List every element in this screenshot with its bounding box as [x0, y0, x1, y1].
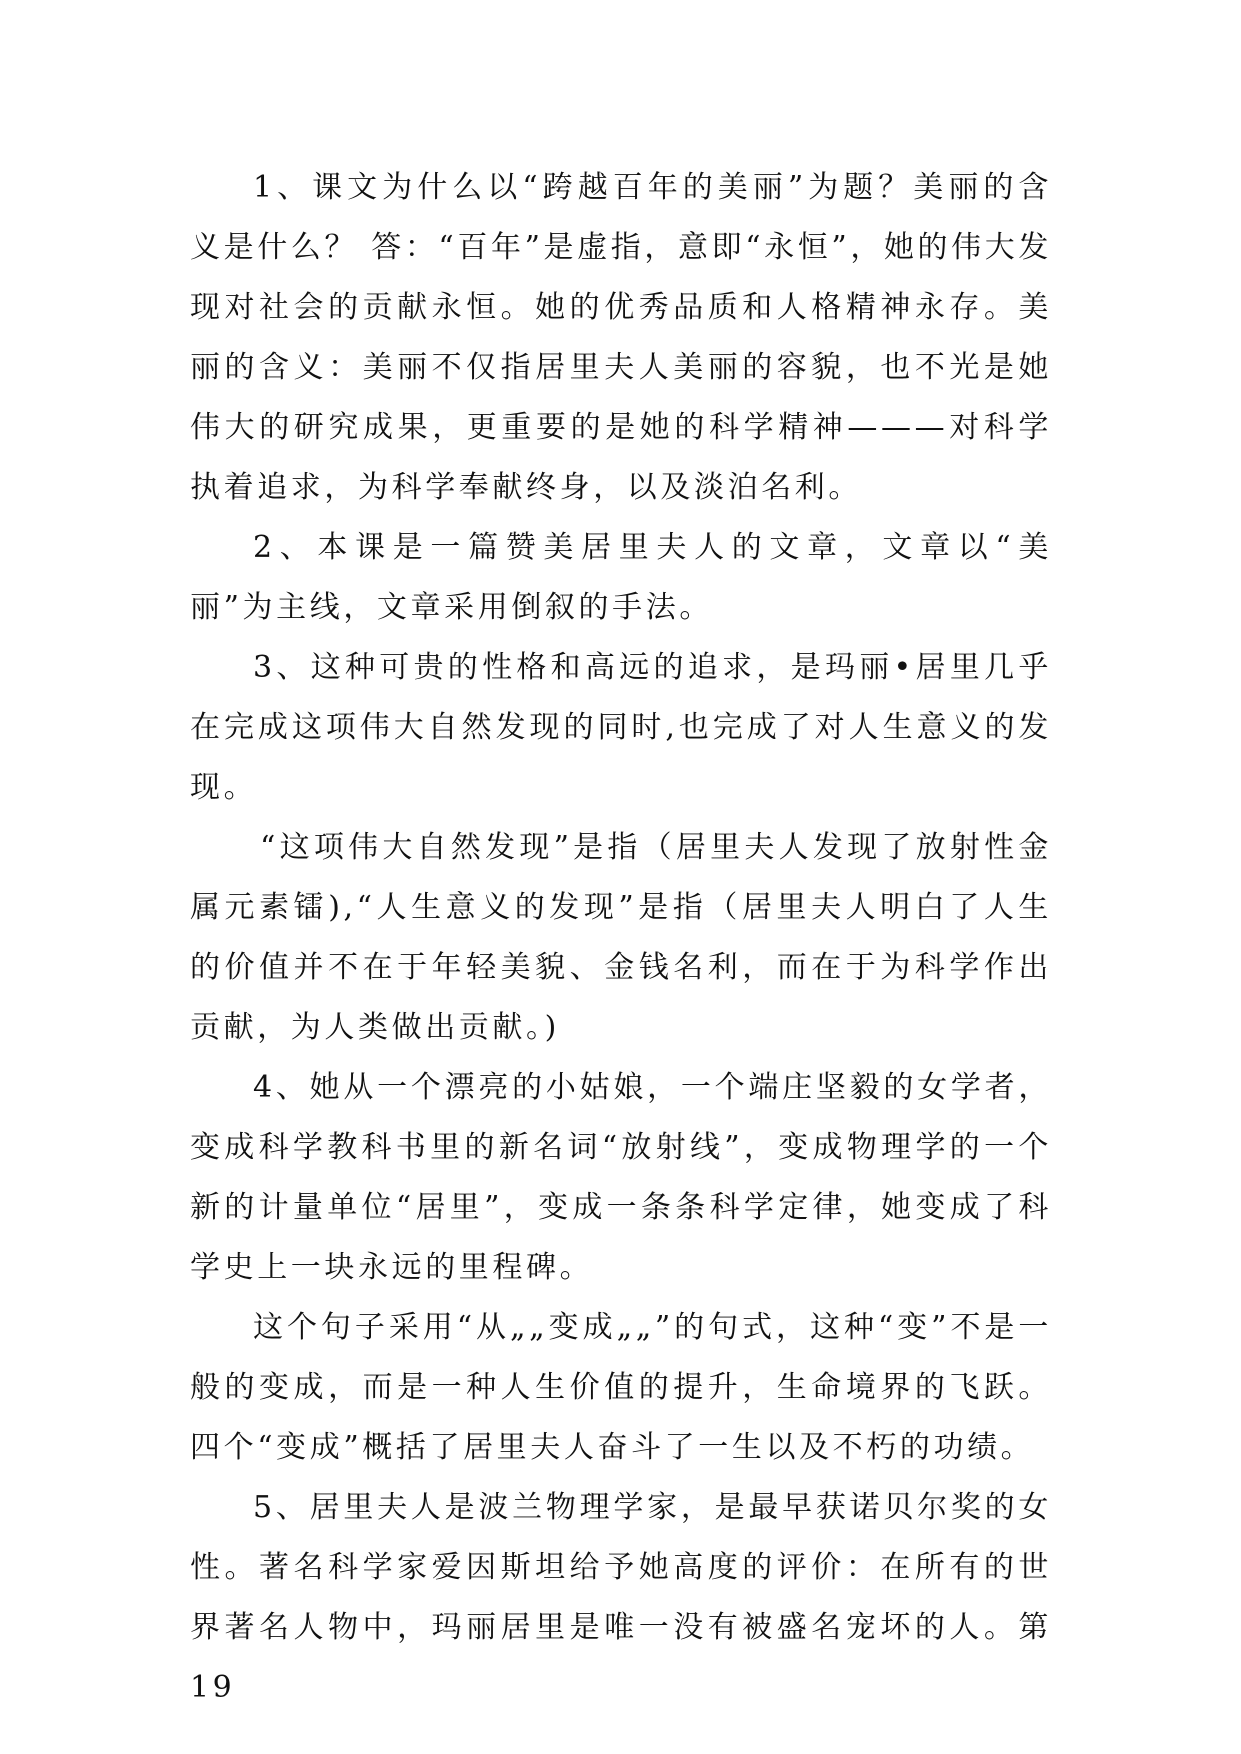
paragraph-explanation-4: 这个句子采用“从„„变成„„”的句式，这种“变”不是一般的变成，而是一种人生价值的提升，生命境界的飞跃。四个“变成”概括了居里夫人奋斗了一生以及不朽的功绩。 — [190, 1310, 1052, 1465]
paragraph-explanation-3: “这项伟大自然发现”是指（居里夫人发现了放射性金属元素镭),“人生意义的发现”是指（居里夫人明白了人生的价值并不在于年轻美貌、金钱名利，而在于为科学作出贡献，为人类做出贡献。) — [190, 830, 1052, 1045]
paragraph-point-3: 3、这种可贵的性格和高远的追求，是玛丽•居里几乎在完成这项伟大自然发现的同时,也完成了对人生意义的发现。 — [190, 650, 1052, 805]
paragraph-point-2: 2、本课是一篇赞美居里夫人的文章，文章以“美丽”为主线，文章采用倒叙的手法。 — [190, 530, 1052, 625]
paragraph-point-4: 4、她从一个漂亮的小姑娘，一个端庄坚毅的女学者，变成科学教科书里的新名词“放射线”，变成物理学的一个新的计量单位“居里”，变成一条条科学定律，她变成了科学史上一块永远的里程碑。 — [190, 1070, 1052, 1285]
paragraph-question-1: 1、课文为什么以“跨越百年的美丽”为题？美丽的含义是什么？ 答：“百年”是虚指，意即“永恒”，她的伟大发现对社会的贡献永恒。她的优秀品质和人格精神永存。美丽的含义：美丽不仅指居里夫人美丽的容貌，也不光是她伟大的研究成果，更重要的是她的科学精神———对科学执着追求，为科学奉献终身，以及淡泊名利。 — [190, 170, 1052, 505]
document-page — [190, 158, 1052, 1718]
paragraph-point-5: 5、居里夫人是波兰物理学家，是最早获诺贝尔奖的女性。著名科学家爱因斯坦给予她高度的评价：在所有的世界著名人物中，玛丽居里是唯一没有被盛名宠坏的人。第19 — [190, 1490, 1052, 1705]
